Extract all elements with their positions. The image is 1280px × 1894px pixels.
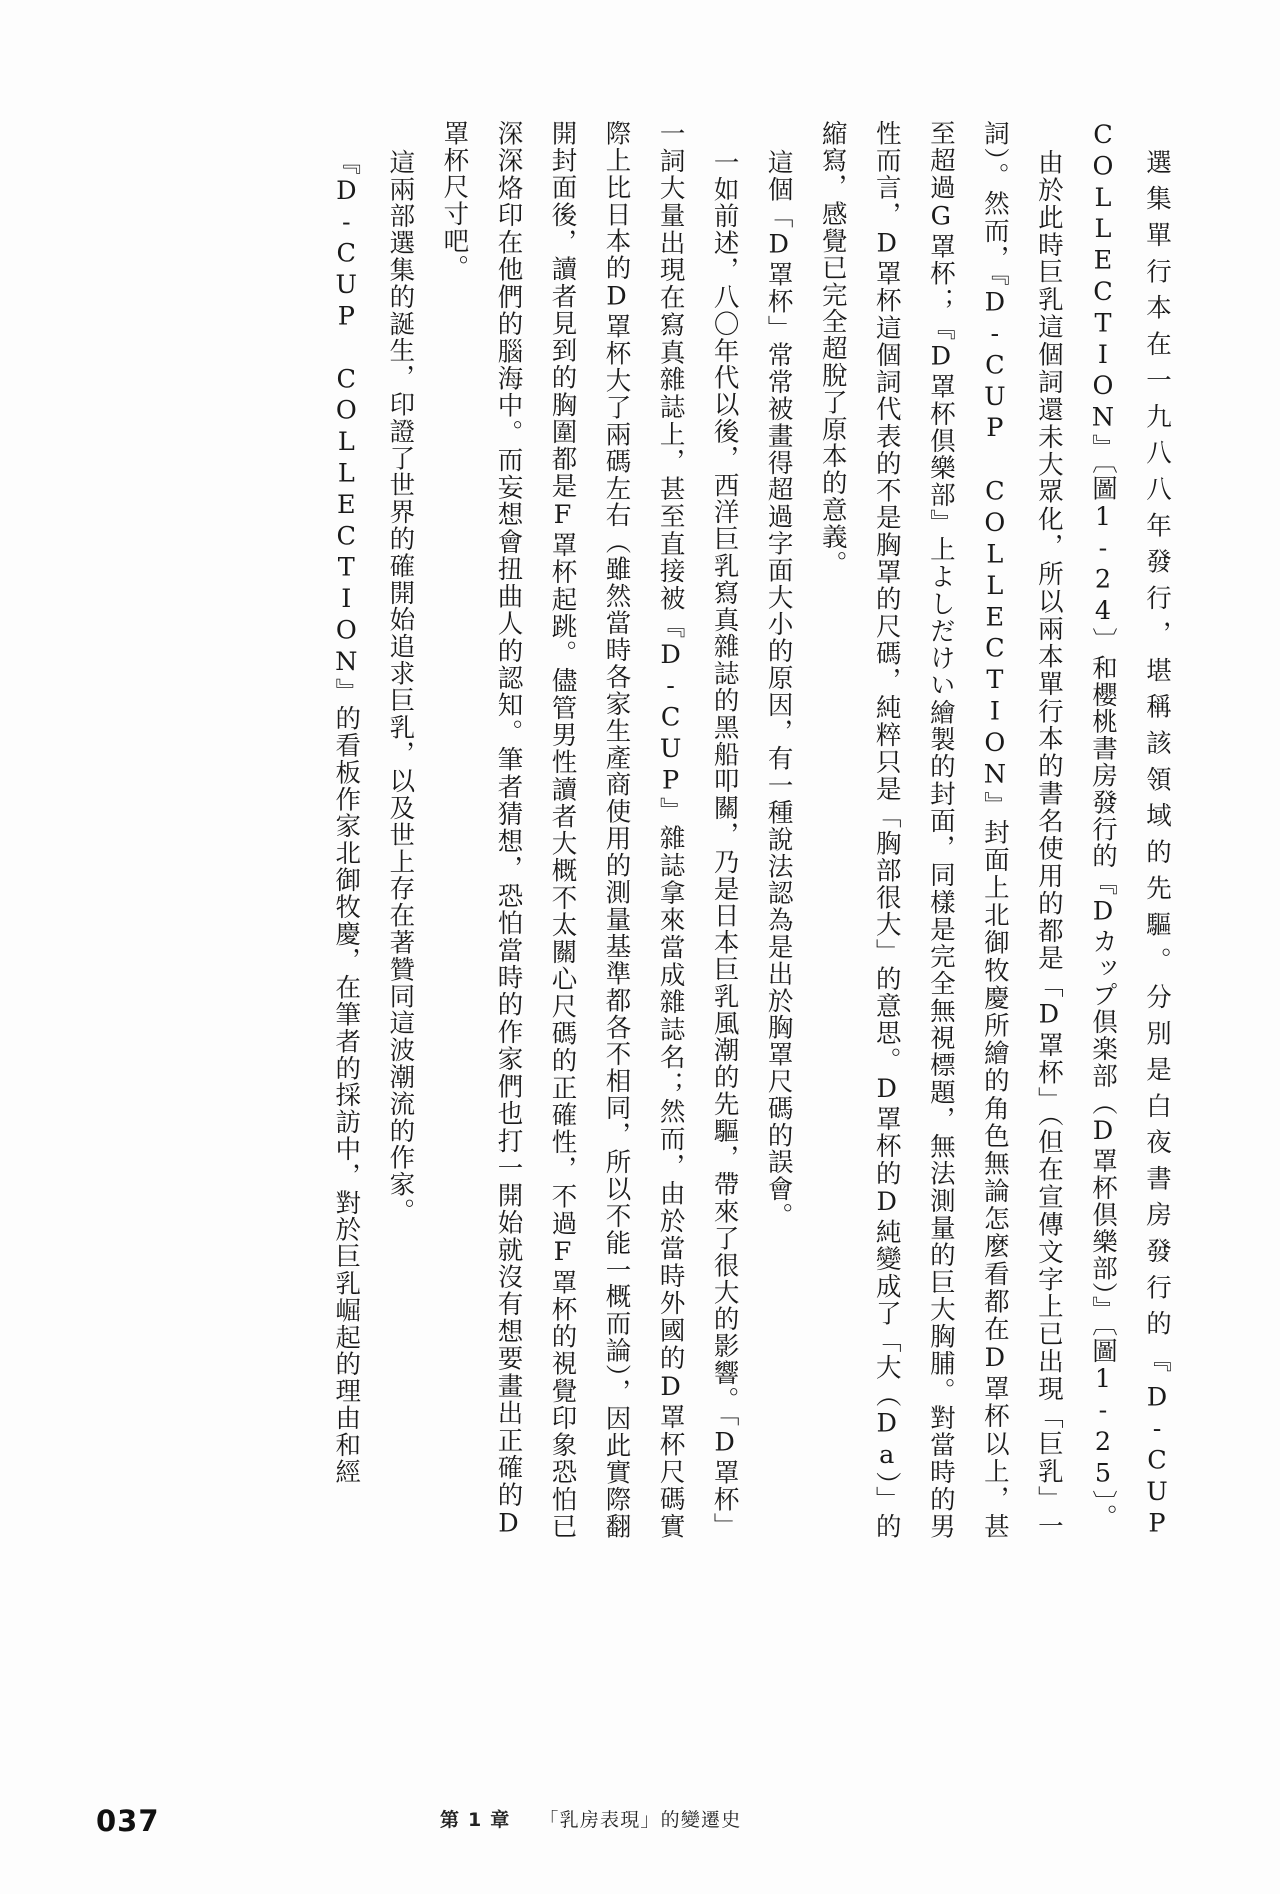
paragraph: 一如前述，八〇年代以後，西洋巨乳寫真雜誌的黑船叩關，乃是日本巨乳風潮的先驅，帶來了很大的影響。「D罩杯」一詞大量出現在寫真雜誌上，甚至直接被『D-CUP』雜誌拿來當成雜誌名；然而，由於當時外國的D罩杯尺碼實際上比日本的D罩杯大了兩碼左右（雖然當時各家生產商使用的測量基準都各不相同，所以不能一概而論），因此實際翻開封面後，讀者見到的胸圍都是F罩杯起跳。儘管男性讀者大概不太關心尺碼的正確性，不過F罩杯的視覺印象恐怕已深深烙印在他們的腦海中。而妄想會扭曲人的認知。筆者猜想，恐怕當時的作家們也打一開始就沒有想要畫出正確的D罩杯尺寸吧。 (439, 120, 740, 1540)
running-head-chapter: 第 1 章 (440, 1809, 511, 1831)
running-head (440, 1805, 741, 1832)
page-body-text (96, 120, 1184, 1540)
paragraph: 選集單行本在一九八八年發行，堪稱該領域的先驅。分別是白夜書房發行的『D-CUP COLLECTION』〔圖1-24〕和櫻桃書房發行的『Dカップ倶楽部（D罩杯倶樂部）』〔圖1-25〕。 (1087, 120, 1172, 1540)
paragraph: 『D-CUP COLLECTION』的看板作家北御牧慶，在筆者的採訪中，對於巨乳崛起的理由和經 (331, 149, 362, 1486)
page-number: 037 (96, 1804, 160, 1838)
running-head-title: 「乳房表現」的變遷史 (539, 1809, 742, 1831)
paragraph: 這個「D罩杯」常常被畫得超過字面大小的原因，有一種說法認為是出於胸罩尺碼的誤會。 (763, 149, 794, 1230)
page-footer (0, 1798, 1280, 1838)
paragraph: 由於此時巨乳這個詞還未大眾化，所以兩本單行本的書名使用的都是「D罩杯」（但在宣傳文字上已出現「巨乳」一詞）。然而，『D-CUP COLLECTION』封面上北御牧慶所繪的角色無論怎麼看都在D罩杯以上，甚至超過G罩杯；『D罩杯倶樂部』上よしだけい繪製的封面，同樣是完全無視標題，無法測量的巨大胸脯。對當時的男性而言，D罩杯這個詞代表的不是胸罩的尺碼，純粹只是「胸部很大」的意思。D罩杯的D純變成了「大（Da）」的縮寫，感覺已完全超脫了原本的意義。 (817, 120, 1064, 1540)
paragraph: 這兩部選集的誕生，印證了世界的確開始追求巨乳，以及世上存在著贊同這波潮流的作家。 (385, 149, 416, 1226)
